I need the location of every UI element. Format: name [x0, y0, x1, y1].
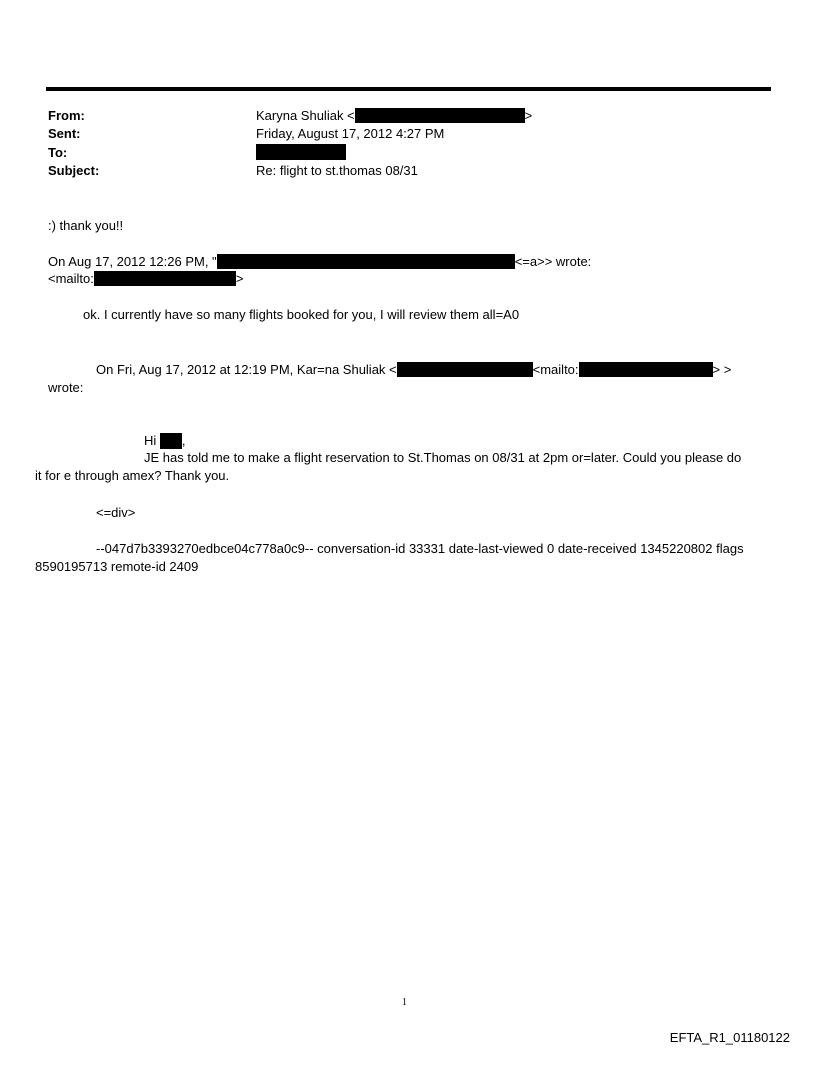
reply1-line: ok. I currently have so many flights booked for you, I will review them all=A0: [83, 307, 520, 322]
greeting-comma: ,: [181, 433, 186, 448]
subject-value: Re: flight to st.thomas 08/31: [256, 163, 418, 178]
redaction-box: [579, 362, 713, 377]
message-cont-line: it for e through amex? Thank you.: [35, 468, 230, 483]
to-value: [256, 144, 346, 160]
from-name: Karyna Shuliak <: [256, 108, 355, 123]
redaction-box: [256, 144, 346, 160]
to-label: To:: [48, 145, 68, 160]
redaction-box: [397, 362, 533, 377]
header-rule: [46, 87, 771, 91]
div-tag-line: <=div>: [96, 505, 136, 520]
page-number: 1: [402, 997, 407, 1008]
redaction-box: [355, 108, 525, 123]
from-close: >: [524, 108, 533, 123]
bates-number: EFTA_R1_01180122: [669, 1030, 790, 1045]
redaction-box: [217, 254, 515, 269]
quote2-line: [96, 362, 731, 378]
quote2-mid: <mailto:: [532, 362, 579, 377]
message-line: JE has told me to make a flight reservation to St.Thomas on 08/31 at 2pm or=later. Could you please do: [144, 450, 742, 465]
sent-value: Friday, August 17, 2012 4:27 PM: [256, 126, 445, 141]
quote1-suffix: <=a>> wrote:: [514, 254, 592, 269]
meta-line-2: 8590195713 remote-id 2409: [35, 559, 199, 574]
mailto1-suffix: >: [235, 271, 244, 286]
redaction-box: [160, 433, 182, 449]
redaction-box: [94, 271, 236, 286]
quote2-wrote: wrote:: [48, 380, 84, 395]
greeting-line: [144, 433, 186, 449]
quote1-line: [48, 254, 591, 270]
quote2-prefix: On Fri, Aug 17, 2012 at 12:19 PM, Kar=na Shuliak <: [96, 362, 397, 377]
greeting-hi: Hi: [144, 433, 157, 448]
thanks-line: :) thank you!!: [48, 218, 124, 233]
meta-line-1: --047d7b3393270edbce04c778a0c9-- conversation-id 33331 date-last-viewed 0 date-received 1345220802 flags: [96, 541, 744, 556]
from-value: [256, 108, 532, 123]
quote1-prefix: On Aug 17, 2012 12:26 PM, ": [48, 254, 217, 269]
from-label: From:: [48, 108, 85, 123]
mailto1-prefix: <mailto:: [48, 271, 94, 286]
quote2-suffix: > >: [712, 362, 732, 377]
subject-label: Subject:: [48, 163, 100, 178]
mailto1-line: [48, 271, 243, 287]
sent-label: Sent:: [48, 126, 81, 141]
